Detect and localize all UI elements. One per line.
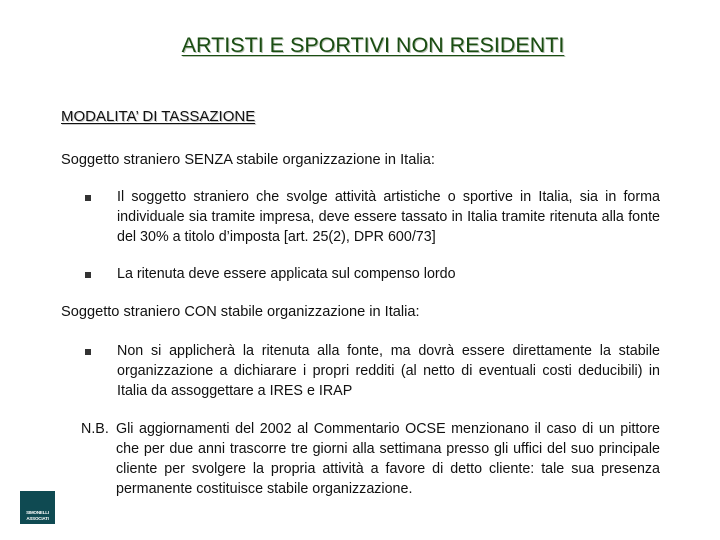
company-logo: [20, 491, 55, 524]
logo-line1: SIMONELLI: [26, 510, 49, 515]
note-label: N.B.: [81, 421, 109, 437]
note-block: [81, 419, 660, 499]
bullet-marker: [85, 272, 91, 278]
bullet-text: La ritenuta deve essere applicata sul compenso lordo: [117, 266, 456, 282]
bullet-marker: [85, 195, 91, 201]
slide-subtitle: MODALITA’ DI TASSAZIONE: [61, 108, 256, 125]
bullet-text: Non si applicherà la ritenuta alla fonte, ma dovrà essere direttamente la stabile organizzazione a dichiarare i propri redditi (al netto di eventuali costi deducibili) in Italia da assoggettare a IRES e IRAP: [117, 343, 660, 399]
slide-title: ARTISTI E SPORTIVI NON RESIDENTI: [181, 33, 565, 57]
section-heading-senza: Soggetto straniero SENZA stabile organizzazione in Italia:: [61, 152, 435, 168]
section-heading-con: Soggetto straniero CON stabile organizzazione in Italia:: [61, 304, 420, 320]
bullet-marker: [85, 349, 91, 355]
note-text: Gli aggiornamenti del 2002 al Commentario OCSE menzionano il caso di un pittore che per due anni trascorre tre giorni alla settimana presso gli uffici del suo principale cliente per svolgere la propria attività a favore di detto cliente: tale sua presenza permanente costituisce stabile organizzazione.: [116, 421, 660, 497]
bullet-text: Il soggetto straniero che svolge attività artistiche o sportive in Italia, sia in forma individuale sia tramite impresa, deve essere tassato in Italia tramite ritenuta alla fonte del 30% a titolo d’imposta [art. 25(2), DPR 600/73]: [117, 189, 660, 245]
logo-line2: ASSOCIATI: [26, 516, 49, 521]
